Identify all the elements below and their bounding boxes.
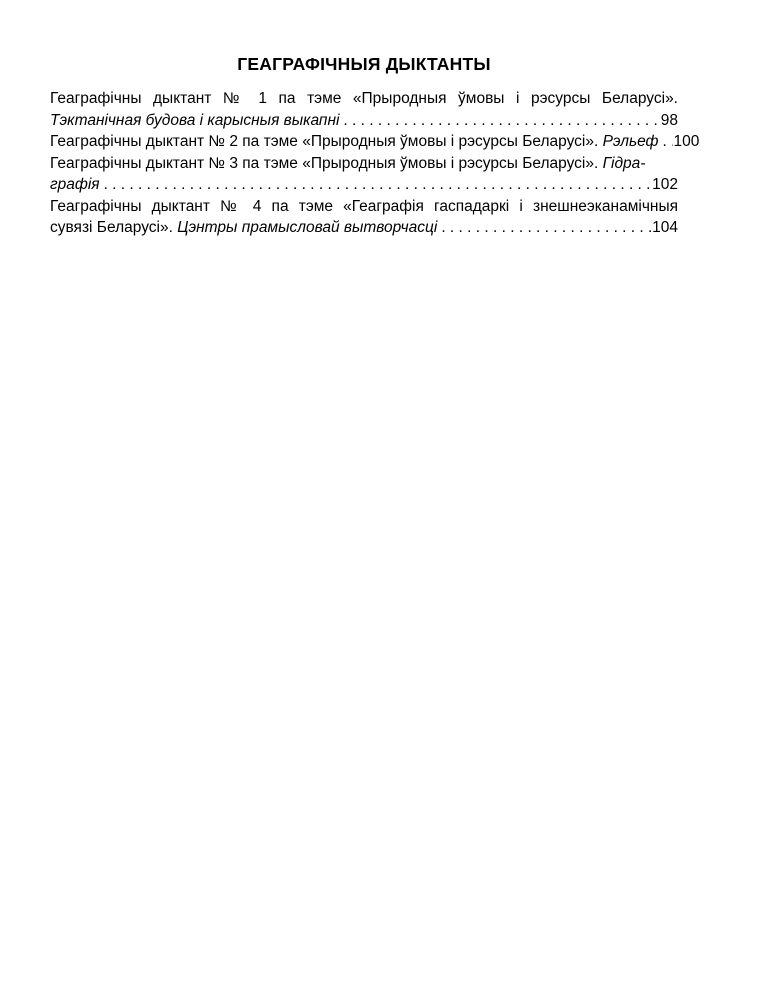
dot-leader	[437, 217, 651, 239]
entry-title-continued: сувязі Беларусі».	[50, 219, 178, 236]
entry-title: Геаграфічны дыктант № 2 па тэме «Прыродныя ўмовы і рэсурсы Беларусі».	[50, 133, 603, 150]
section-title: ГЕАГРАФІЧНЫЯ ДЫКТАНТЫ	[237, 54, 491, 74]
toc-entry	[50, 88, 678, 131]
entry-title: Геаграфічны дыктант № 4 па тэме «Геаграфія гаспадаркі і знешнеэканамічныя	[50, 197, 678, 215]
entry-title-line2	[50, 217, 678, 239]
toc-entry	[50, 196, 678, 239]
table-of-contents	[50, 54, 700, 239]
entry-subtitle: Рэльеф	[602, 133, 659, 150]
page-number: 104	[652, 219, 678, 236]
page-number: 102	[652, 176, 678, 193]
entry-title-line	[50, 153, 678, 175]
entry-title-line	[50, 131, 700, 153]
toc-entry	[50, 131, 700, 153]
dot-leader	[659, 131, 673, 153]
entry-subtitle-part: Гідра-	[602, 154, 646, 172]
dot-leader	[339, 110, 659, 132]
toc-entry	[50, 153, 678, 196]
entry-title: Геаграфічны дыктант № 3 па тэме «Прыродныя ўмовы і рэсурсы Беларусі».	[50, 154, 603, 172]
page-number: 100	[673, 133, 700, 150]
entry-subtitle-line	[50, 110, 678, 132]
entry-subtitle: графія	[50, 176, 100, 193]
entry-subtitle: Цэнтры прамысловай вытворчасці	[177, 219, 438, 236]
dot-leader	[100, 174, 652, 196]
entry-subtitle-line	[50, 174, 678, 196]
entry-subtitle: Тэктанічная будова і карысныя выкапні	[50, 111, 340, 129]
page-number: 98	[660, 111, 678, 129]
entry-title: Геаграфічны дыктант № 1 па тэме «Прыродныя ўмовы і рэсурсы Беларусі».	[50, 90, 678, 107]
